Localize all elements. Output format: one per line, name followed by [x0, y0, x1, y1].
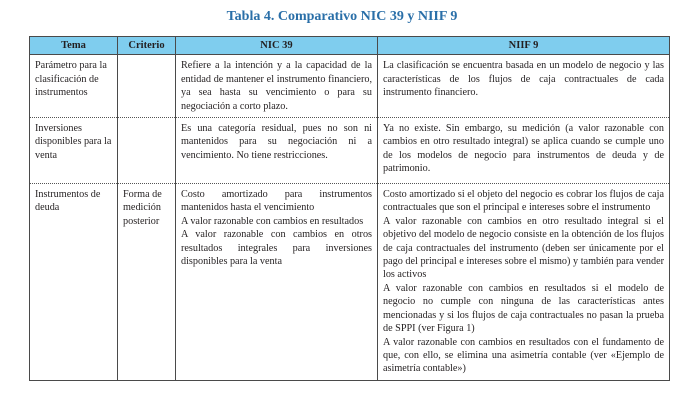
nic39-item: A valor razonable con cambios en otros resultados integrales para inversiones disponibles para la venta	[181, 229, 372, 268]
table-row	[30, 118, 670, 184]
niif9-item: A valor razonable con cambios en resultados con el fundamento de que, con ello, se elimina una asimetría contable (ver «Ejemplo de asimetría contable»)	[383, 336, 664, 375]
cell-criterio	[118, 118, 176, 184]
header-nic39: NIC 39	[176, 37, 378, 55]
cell-niif9: La clasificación se encuentra basada en un modelo de negocio y las características de los flujos de caja contractuales de cada instrumento financiero.	[378, 55, 670, 118]
header-tema: Tema	[30, 37, 118, 55]
cell-nic39: Es una categoría residual, pues no son ni mantenidos para su negociación ni a vencimiento. No tiene restricciones.	[176, 118, 378, 184]
niif9-item: A valor razonable con cambios en resultados si el modelo de negocio no cumple con ninguna de las características antes mencionadas y si los flujos de caja contractuales no pasan la prueba de SPPI (ver Figura 1)	[383, 282, 664, 335]
cell-nic39	[176, 184, 378, 381]
cell-niif9	[378, 184, 670, 381]
table-row	[30, 55, 670, 118]
comparison-table	[29, 36, 670, 381]
cell-niif9: Ya no existe. Sin embargo, su medición (a valor razonable con cambios en otro resultado integral) se aplica cuando se cumple uno de los modelos de negocio para instrumentos de deuda y de patrimonio.	[378, 118, 670, 184]
cell-criterio	[118, 55, 176, 118]
header-niif9: NIIF 9	[378, 37, 670, 55]
header-row	[30, 37, 670, 55]
table-caption: Tabla 4. Comparativo NIC 39 y NIIF 9	[226, 9, 458, 24]
cell-nic39: Refiere a la intención y a la capacidad de la entidad de mantener el instrumento financiero, ya sea hasta su vencimiento o para su negociación a corto plazo.	[176, 55, 378, 118]
cell-tema: Instrumentos de deuda	[30, 184, 118, 381]
header-criterio: Criterio	[118, 37, 176, 55]
nic39-item: Costo amortizado para instrumentos mantenidos hasta el vencimiento	[181, 189, 372, 214]
niif9-item: A valor razonable con cambios en otro resultado integral si el objetivo del modelo de negocio consiste en la obtención de los flujos de caja contractuales del instrumento (deben ser únicamente por el pago del principal e intereses sobre el mismo) y también para vender los activos	[383, 215, 664, 281]
table-row	[30, 184, 670, 381]
cell-criterio: Forma de medición posterior	[118, 184, 176, 381]
niif9-item: Costo amortizado si el objeto del negocio es cobrar los flujos de caja contractuales que son el principal e intereses sobre el instrumento	[383, 189, 664, 214]
nic39-item: A valor razonable con cambios en resultados	[181, 215, 364, 227]
cell-tema: Inversiones disponibles para la venta	[30, 118, 118, 184]
cell-tema: Parámetro para la clasificación de instrumentos	[30, 55, 118, 118]
